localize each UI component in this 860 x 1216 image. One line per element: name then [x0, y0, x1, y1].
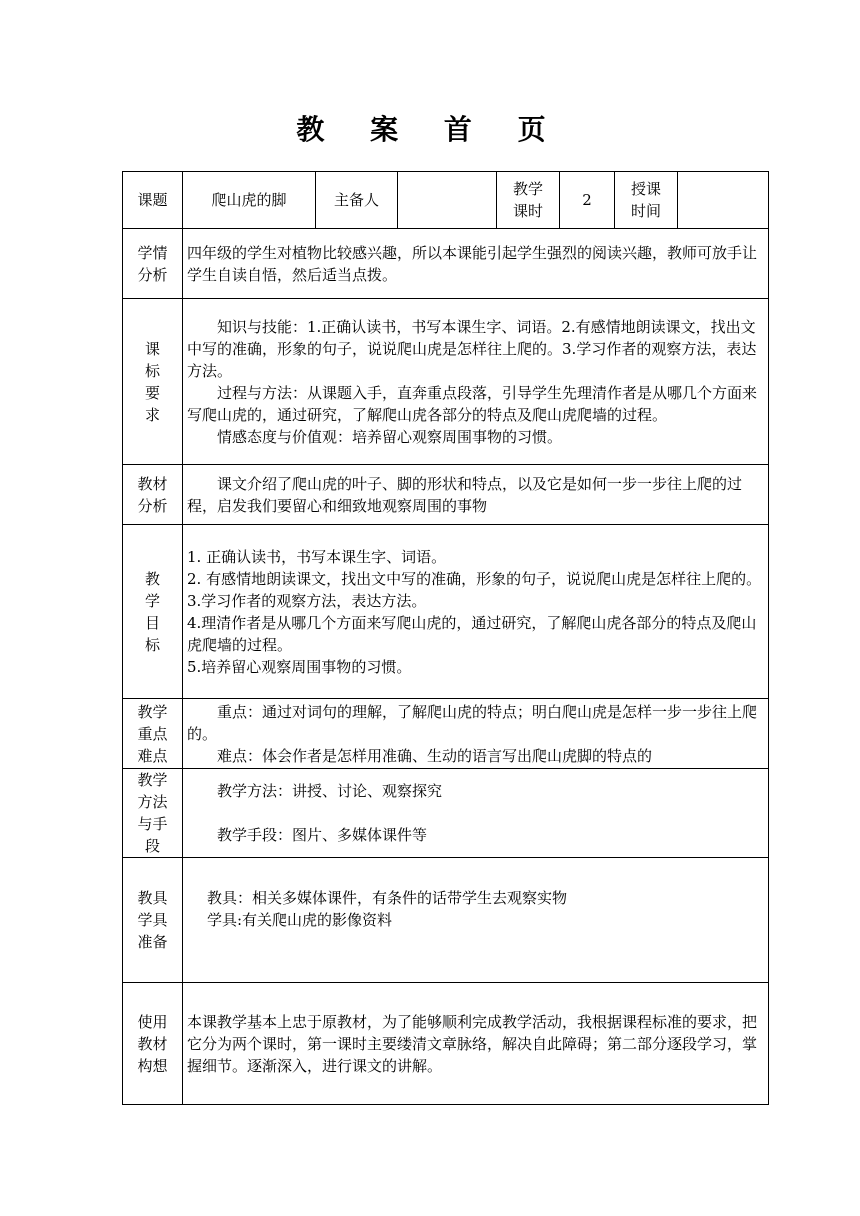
- material-analysis-label: [123, 465, 183, 525]
- key-points-label-line: 重点: [137, 724, 168, 743]
- methods-label-line: 方法: [137, 793, 168, 811]
- topic-label: 课题: [123, 172, 183, 229]
- hours-label-line2: 课时: [512, 202, 543, 220]
- material-analysis-label-line1: 教材: [137, 474, 168, 493]
- curriculum-label-char: 课: [144, 339, 160, 358]
- tools-content: [183, 858, 769, 983]
- material-analysis-label-line2: 分析: [137, 496, 168, 515]
- curriculum-process: 过程与方法：从课题入手，直奔重点段落，引导学生先理清作者是从哪几个方面来写爬山虎的，通过研究，了解爬山虎各部分的特点及爬山虎爬墙的过程。: [187, 383, 758, 424]
- material-analysis-paragraph: 课文介绍了爬山虎的叶子、脚的形状和特点，以及它是如何一步一步往上爬的过程，启发我们要留心和细致地观察周围的事物: [187, 474, 743, 515]
- design-label-line: 构想: [137, 1056, 168, 1075]
- difficult-point-text: 难点：体会作者是怎样用准确、生动的语言写出爬山虎脚的特点的: [217, 746, 653, 765]
- student-analysis-row: [123, 229, 769, 299]
- curriculum-label-char: 要: [144, 383, 160, 402]
- time-value: [678, 172, 769, 229]
- time-label-line1: 授课: [630, 180, 661, 198]
- teacher-tools-text: 教具：相关多媒体课件，有条件的话带学生去观察实物: [207, 889, 568, 907]
- topic-value: 爬山虎的脚: [183, 172, 316, 229]
- teaching-method-text: 教学方法：讲授、讨论、观察探究: [217, 782, 443, 800]
- tools-label-line: 教具: [137, 889, 168, 907]
- curriculum-attitude: 情感态度与价值观：培养留心观察周围事物的习惯。: [217, 427, 563, 446]
- key-points-label-line: 难点: [137, 746, 168, 765]
- design-label-line: 教材: [137, 1034, 168, 1053]
- objectives-content: [183, 525, 769, 699]
- tools-label: [123, 858, 183, 983]
- header-row: [123, 172, 769, 229]
- design-text: 本课教学基本上忠于原教材，为了能够顺利完成教学活动，我根据课程标准的要求，把它分为两个课时，第一课时主要缕清文章脉络，解决自此障碍；第二部分逐段学习，掌握细节。逐渐深入，进行课文的讲解。: [187, 1012, 758, 1075]
- design-label: [123, 983, 183, 1105]
- curriculum-label-char: 求: [144, 405, 160, 424]
- objective-item: 5.培养留心观察周围事物的习惯。: [187, 657, 412, 676]
- key-points-label-line: 教学: [137, 702, 168, 721]
- objective-item: 4.理清作者是从哪几个方面来写爬山虎的，通过研究，了解爬山虎各部分的特点及爬山虎爬墙的过程。: [187, 613, 757, 654]
- objectives-label-char: 目: [144, 613, 160, 632]
- time-label: [615, 172, 678, 229]
- key-point-text: 重点：通过对词句的理解，了解爬山虎的特点；明白爬山虎是怎样一步一步往上爬的。: [187, 702, 758, 743]
- lesson-plan-table: [122, 171, 769, 1105]
- objectives-label-char: 标: [144, 635, 160, 654]
- tools-label-line: 学具: [137, 911, 168, 929]
- design-row: [123, 983, 769, 1105]
- curriculum-label-char: 标: [144, 361, 160, 380]
- curriculum-row: [123, 299, 769, 465]
- methods-label-line: 与手: [137, 815, 168, 833]
- tools-label-line: 准备: [137, 933, 168, 951]
- objective-item: 3.学习作者的观察方法，表达方法。: [187, 591, 427, 610]
- key-points-row: [123, 699, 769, 769]
- objectives-label-char: 教: [144, 569, 160, 588]
- curriculum-content: [183, 299, 769, 465]
- lead-value: [398, 172, 497, 229]
- student-analysis-label-line2: 分析: [137, 265, 168, 284]
- curriculum-label: [123, 299, 183, 465]
- objectives-label: [123, 525, 183, 699]
- hours-label-line1: 教学: [512, 180, 543, 198]
- objective-item: 1. 正确认读书，书写本课生字、词语。: [187, 547, 447, 566]
- curriculum-knowledge: 知识与技能：1.正确认读书，书写本课生字、词语。2.有感情地朗读课文，找出文中写的准确，形象的句子，说说爬山虎是怎样往上爬的。3.学习作者的观察方法，表达方法。: [187, 317, 757, 380]
- hours-value: 2: [560, 172, 615, 229]
- tools-row: [123, 858, 769, 983]
- student-analysis-text: [183, 229, 769, 299]
- methods-label-line: 段: [144, 837, 160, 855]
- hours-label: [497, 172, 560, 229]
- time-label-line2: 时间: [630, 202, 661, 220]
- objectives-row: [123, 525, 769, 699]
- objectives-label-char: 学: [144, 591, 160, 610]
- methods-row: [123, 769, 769, 858]
- objective-item: 2. 有感情地朗读课文，找出文中写的准确，形象的句子，说说爬山虎是怎样往上爬的。: [187, 569, 762, 588]
- material-analysis-text: [183, 465, 769, 525]
- lead-label: 主备人: [316, 172, 398, 229]
- key-points-label: [123, 699, 183, 769]
- key-points-content: [183, 699, 769, 769]
- page-title: 教 案 首 页: [296, 113, 564, 146]
- methods-content: [183, 769, 769, 858]
- design-label-line: 使用: [137, 1012, 168, 1031]
- methods-label-line: 教学: [137, 771, 168, 789]
- material-analysis-row: [123, 465, 769, 525]
- student-analysis-label: [123, 229, 183, 299]
- methods-label: [123, 769, 183, 858]
- student-tools-text: 学具:有关爬山虎的影像资料: [207, 911, 393, 929]
- student-analysis-paragraph: 四年级的学生对植物比较感兴趣，所以本课能引起学生强烈的阅读兴趣，教师可放手让学生自读自悟，然后适当点拨。: [187, 243, 758, 284]
- student-analysis-label-line1: 学情: [137, 243, 168, 262]
- teaching-means-text: 教学手段：图片、多媒体课件等: [217, 826, 428, 844]
- design-content: [183, 983, 769, 1105]
